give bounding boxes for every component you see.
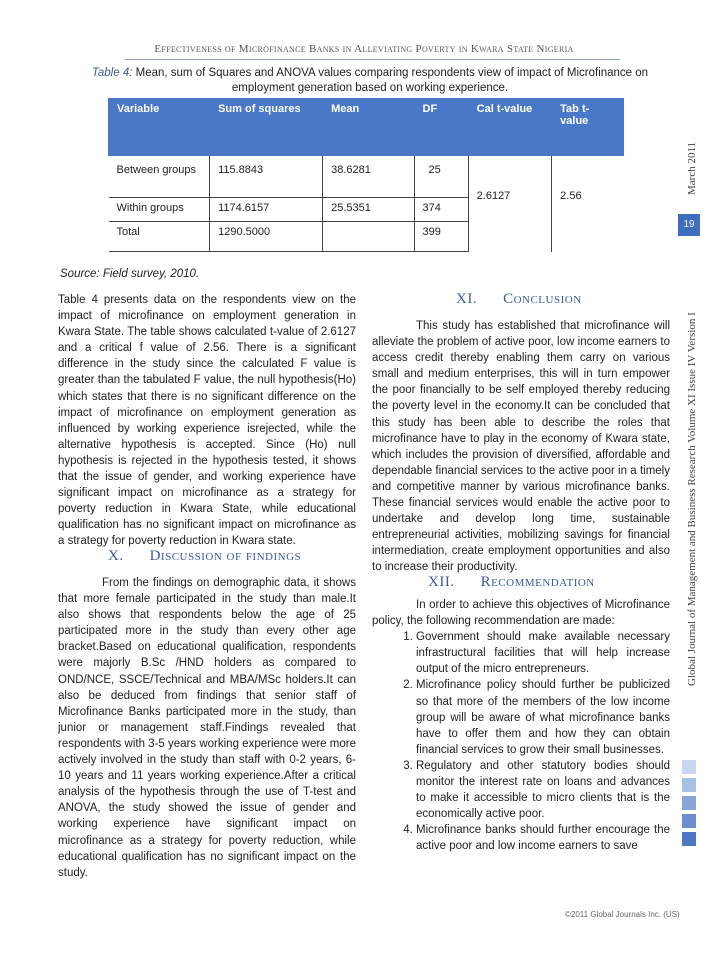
cell-mean [323, 222, 414, 252]
header-df: DF [414, 99, 468, 156]
cell-df: 374 [414, 198, 468, 222]
header-tab-t-value: Tab t-value [552, 99, 624, 156]
cell-df: 399 [414, 222, 468, 252]
cell-df: 25 [414, 156, 468, 198]
header-mean: Mean [323, 99, 414, 156]
table-label: Table 4: [91, 67, 133, 79]
section-number: XII. [428, 574, 455, 590]
left-column [58, 292, 356, 550]
anova-table [108, 98, 624, 252]
table-caption-text: Mean, sum of Squares and ANOVA values comparing respondents view of impact of Microfinance on employment generation based on working experience. [135, 67, 649, 94]
cell-sum-squares: 1290.5000 [210, 222, 323, 252]
decorative-square [682, 796, 696, 810]
discussion-paragraph: From the findings on demographic data, it shows that more female participated in the study than male.It also shows that respondents below the age of 25 participated more in the study than every other age bracket.Based on educational qualification, respondents were majorly B.Sc /HND holders as compared to OND/NCE, SSCE/Technical and MBA/MSc holders.It can also be deduced from findings that senior staff of Microfinance Banks participated more in the study, than junior or management staff.Findings revealed that respondents with 3-5 years working experience were more actively involved in the study than staff with 0-2 years, 6-10 years and 11 years working experience.After a critical analysis of the hypothesis through the use of T-test and ANOVA, the study showed the issue of gender and working experience have significant impact on microfinance as a strategy for poverty reduction, while educational qualification has no significant impact on the study. [58, 577, 356, 879]
section-heading-discussion [108, 548, 301, 565]
cell-variable: Within groups [109, 198, 210, 222]
header-sum-of-squares: Sum of squares [210, 99, 323, 156]
section-title: Conclusion [503, 291, 582, 307]
cell-variable: Between groups [109, 156, 210, 198]
page-number: 19 [678, 214, 700, 236]
recommendation-list [372, 629, 670, 854]
decorative-square [682, 832, 696, 846]
section-number: XI. [456, 291, 478, 307]
discussion-block [58, 575, 356, 881]
list-item: 3. Regulatory and other statutory bodies should monitor the interest rate on loans and advances to make it accessible to micro clients that is the economically active poor. [416, 758, 670, 822]
decorative-square [682, 814, 696, 828]
list-item: 1. Government should make available necessary infrastructural facilities that will help increase output of the micro entrepreneurs. [416, 629, 670, 677]
section-title: Discussion of findings [149, 548, 302, 564]
conclusion-paragraph: This study has established that microfinance will alleviate the problem of active poor, low income earners to access credit thereby enabling them carry on various small and medium enterprises, this will in turn empower the poor financially to be self employed thereby reducing the poverty level in the economy.It can be concluded that this study has been able to describe the roles that microfinance have to play in the economy of Kwara state, which includes the provision of diversified, affordable and dependable financial services to the active poor in a timely and competitive manner by various microfinance banks. These financial services would enable the active poor to undertake and develop long time, sustainable entrepreneurial activities, mobilizing savings for financial intermediation, create employment opportunities and also to increase their productivity. [372, 320, 670, 574]
running-head: Effectiveness of Microfinance Banks in Alleviating Poverty in Kwara State Nigeria [154, 43, 574, 55]
section-number: X. [108, 548, 124, 564]
cell-tab-t-value: 2.56 [552, 156, 624, 252]
header-variable: Variable [109, 99, 210, 156]
table-header-row [109, 99, 624, 156]
table-source: Source: Field survey, 2010. [60, 268, 200, 280]
cell-mean: 25.5351 [323, 198, 414, 222]
cell-sum-squares: 1174.6157 [210, 198, 323, 222]
table-discussion-paragraph: Table 4 presents data on the respondents view on the impact of microfinance on employment generation in Kwara State. The table shows calculated t-value of 2.6127 and a critical f value of 2.56. There is a significant difference in the study since the calculated F value is greater than the tabulated F value, the null hypothesis(Ho) which states that there is no significant difference on the impact of microfinance on employment generation as influenced by working experience isrejected, while the alternative hypothesis is accepted. Since (Ho) null hypothesis is rejected in the hypothesis tested, it shows that the issue of gender, and working experience have significant impact on microfinance as a strategy for poverty reduction in Kwara State, while educational qualification has no significant impact on microfinance as a strategy for poverty reduction in Kwara state. [58, 294, 356, 548]
section-title: Recommendation [480, 574, 595, 590]
section-heading-recommendation [428, 574, 595, 591]
side-journal-title: Global Journal of Management and Business Research Volume XI Issue IV Version I [686, 312, 698, 686]
header-rule [125, 59, 620, 60]
table-row [109, 156, 624, 198]
header-cal-t-value: Cal t-value [468, 99, 552, 156]
conclusion-block [372, 318, 670, 576]
copyright-notice: ©2011 Global Journals Inc. (US) [565, 910, 680, 919]
recommendation-block [372, 597, 670, 855]
recommendation-intro: In order to achieve this objectives of Microfinance policy, the following recommendation are made: [372, 599, 670, 628]
cell-cal-t-value: 2.6127 [468, 156, 552, 252]
decorative-square [682, 778, 696, 792]
table-caption [75, 66, 665, 96]
decorative-square [682, 760, 696, 774]
section-heading-conclusion [456, 291, 582, 308]
cell-sum-squares: 115.8843 [210, 156, 323, 198]
list-item: 2. Microfinance policy should further be publicized so that more of the members of the low income group will be aware of what microfinance banks have to offer them and how they can obtain financial services to grow their small businesses. [416, 677, 670, 757]
side-date: March 2011 [686, 141, 698, 195]
cell-mean: 38.6281 [323, 156, 414, 198]
cell-variable: Total [109, 222, 210, 252]
list-item: 4. Microfinance banks should further encourage the active poor and low income earners to save [416, 822, 670, 854]
